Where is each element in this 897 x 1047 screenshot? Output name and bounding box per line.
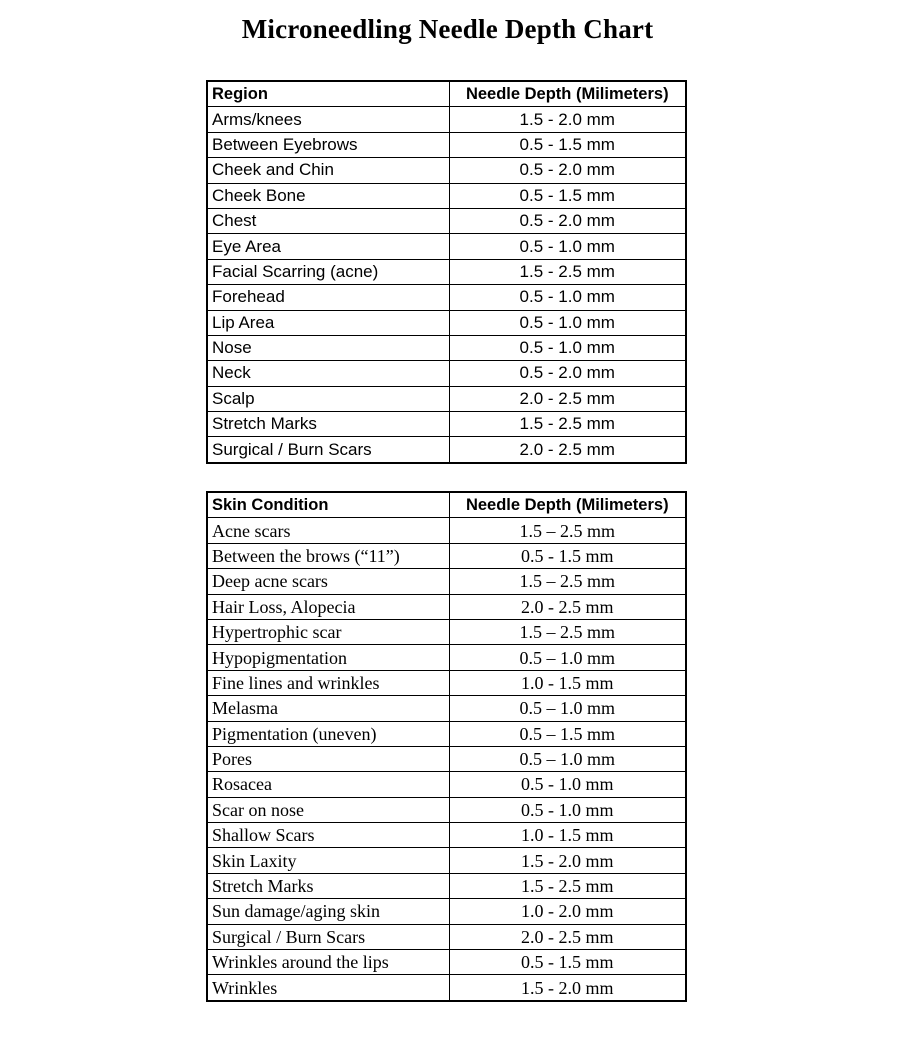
needle-depth-cell: 1.5 – 2.5 mm [449, 619, 686, 644]
condition-table-body [207, 518, 686, 1001]
skin-condition-cell: Shallow Scars [207, 823, 449, 848]
table-header-row [207, 492, 686, 518]
table-row [207, 386, 686, 411]
table-row [207, 107, 686, 132]
needle-depth-cell: 1.5 – 2.5 mm [449, 569, 686, 594]
needle-depth-cell: 0.5 - 1.5 mm [449, 132, 686, 157]
region-cell: Facial Scarring (acne) [207, 259, 449, 284]
region-cell: Stretch Marks [207, 412, 449, 437]
table-row [207, 412, 686, 437]
skin-condition-cell: Melasma [207, 696, 449, 721]
skin-condition-cell: Wrinkles around the lips [207, 950, 449, 975]
table-row [207, 645, 686, 670]
needle-depth-cell: 0.5 - 1.5 mm [449, 183, 686, 208]
region-cell: Forehead [207, 285, 449, 310]
table-row [207, 234, 686, 259]
needle-depth-cell: 1.0 - 1.5 mm [449, 670, 686, 695]
needle-depth-cell: 0.5 - 1.0 mm [449, 285, 686, 310]
skin-condition-cell: Between the brows (“11”) [207, 543, 449, 568]
table-row [207, 361, 686, 386]
depth-column-header: Needle Depth (Milimeters) [449, 81, 686, 107]
region-cell: Cheek and Chin [207, 158, 449, 183]
skin-condition-column-header: Skin Condition [207, 492, 449, 518]
needle-depth-cell: 2.0 - 2.5 mm [449, 594, 686, 619]
table-row [207, 335, 686, 360]
table-row [207, 873, 686, 898]
skin-condition-cell: Wrinkles [207, 975, 449, 1001]
table-row [207, 924, 686, 949]
region-cell: Neck [207, 361, 449, 386]
table-row [207, 208, 686, 233]
table-row [207, 797, 686, 822]
region-cell: Arms/knees [207, 107, 449, 132]
table-row [207, 823, 686, 848]
needle-depth-cell: 0.5 - 2.0 mm [449, 361, 686, 386]
skin-condition-cell: Hypopigmentation [207, 645, 449, 670]
needle-depth-cell: 0.5 - 1.5 mm [449, 543, 686, 568]
needle-depth-cell: 0.5 - 1.0 mm [449, 234, 686, 259]
needle-depth-cell: 0.5 - 1.5 mm [449, 950, 686, 975]
table-row [207, 132, 686, 157]
skin-condition-depth-table [206, 491, 687, 1002]
needle-depth-cell: 1.0 - 1.5 mm [449, 823, 686, 848]
needle-depth-cell: 0.5 - 1.0 mm [449, 797, 686, 822]
skin-condition-cell: Acne scars [207, 518, 449, 543]
skin-condition-cell: Pores [207, 746, 449, 771]
needle-depth-cell: 0.5 - 2.0 mm [449, 158, 686, 183]
region-cell: Between Eyebrows [207, 132, 449, 157]
needle-depth-cell: 0.5 - 1.0 mm [449, 772, 686, 797]
table-row [207, 619, 686, 644]
needle-depth-cell: 2.0 - 2.5 mm [449, 386, 686, 411]
skin-condition-cell: Fine lines and wrinkles [207, 670, 449, 695]
table-row [207, 569, 686, 594]
region-cell: Cheek Bone [207, 183, 449, 208]
region-cell: Surgical / Burn Scars [207, 437, 449, 463]
region-column-header: Region [207, 81, 449, 107]
needle-depth-cell: 1.5 - 2.0 mm [449, 975, 686, 1001]
skin-condition-cell: Surgical / Burn Scars [207, 924, 449, 949]
region-cell: Nose [207, 335, 449, 360]
needle-depth-cell: 1.5 - 2.5 mm [449, 412, 686, 437]
skin-condition-cell: Hypertrophic scar [207, 619, 449, 644]
needle-depth-cell: 1.5 - 2.0 mm [449, 848, 686, 873]
table-row [207, 285, 686, 310]
skin-condition-cell: Rosacea [207, 772, 449, 797]
skin-condition-cell: Pigmentation (uneven) [207, 721, 449, 746]
depth-column-header: Needle Depth (Milimeters) [449, 492, 686, 518]
table-row [207, 670, 686, 695]
table-row [207, 848, 686, 873]
table-row [207, 259, 686, 284]
needle-depth-cell: 0.5 – 1.0 mm [449, 696, 686, 721]
table-row [207, 696, 686, 721]
table-row [207, 721, 686, 746]
page-title: Microneedling Needle Depth Chart [241, 14, 654, 44]
table-header-row [207, 81, 686, 107]
table-row [207, 158, 686, 183]
table-row [207, 543, 686, 568]
table-row [207, 437, 686, 463]
table-row [207, 594, 686, 619]
needle-depth-cell: 2.0 - 2.5 mm [449, 437, 686, 463]
table-row [207, 746, 686, 771]
skin-condition-cell: Deep acne scars [207, 569, 449, 594]
table-row [207, 899, 686, 924]
region-depth-table [206, 80, 687, 464]
needle-depth-cell: 2.0 - 2.5 mm [449, 924, 686, 949]
needle-depth-cell: 1.5 – 2.5 mm [449, 518, 686, 543]
region-cell: Eye Area [207, 234, 449, 259]
needle-depth-cell: 1.5 - 2.5 mm [449, 259, 686, 284]
needle-depth-cell: 0.5 – 1.5 mm [449, 721, 686, 746]
needle-depth-cell: 1.0 - 2.0 mm [449, 899, 686, 924]
skin-condition-cell: Scar on nose [207, 797, 449, 822]
region-cell: Chest [207, 208, 449, 233]
region-cell: Lip Area [207, 310, 449, 335]
needle-depth-cell: 1.5 - 2.0 mm [449, 107, 686, 132]
region-table-body [207, 107, 686, 463]
table-row [207, 310, 686, 335]
needle-depth-cell: 0.5 – 1.0 mm [449, 645, 686, 670]
region-cell: Scalp [207, 386, 449, 411]
skin-condition-cell: Sun damage/aging skin [207, 899, 449, 924]
table-row [207, 975, 686, 1001]
needle-depth-cell: 0.5 - 1.0 mm [449, 335, 686, 360]
table-row [207, 518, 686, 543]
needle-depth-cell: 1.5 - 2.5 mm [449, 873, 686, 898]
skin-condition-cell: Stretch Marks [207, 873, 449, 898]
table-row [207, 183, 686, 208]
skin-condition-cell: Hair Loss, Alopecia [207, 594, 449, 619]
table-row [207, 950, 686, 975]
table-row [207, 772, 686, 797]
needle-depth-cell: 0.5 – 1.0 mm [449, 746, 686, 771]
skin-condition-cell: Skin Laxity [207, 848, 449, 873]
needle-depth-cell: 0.5 - 1.0 mm [449, 310, 686, 335]
needle-depth-cell: 0.5 - 2.0 mm [449, 208, 686, 233]
